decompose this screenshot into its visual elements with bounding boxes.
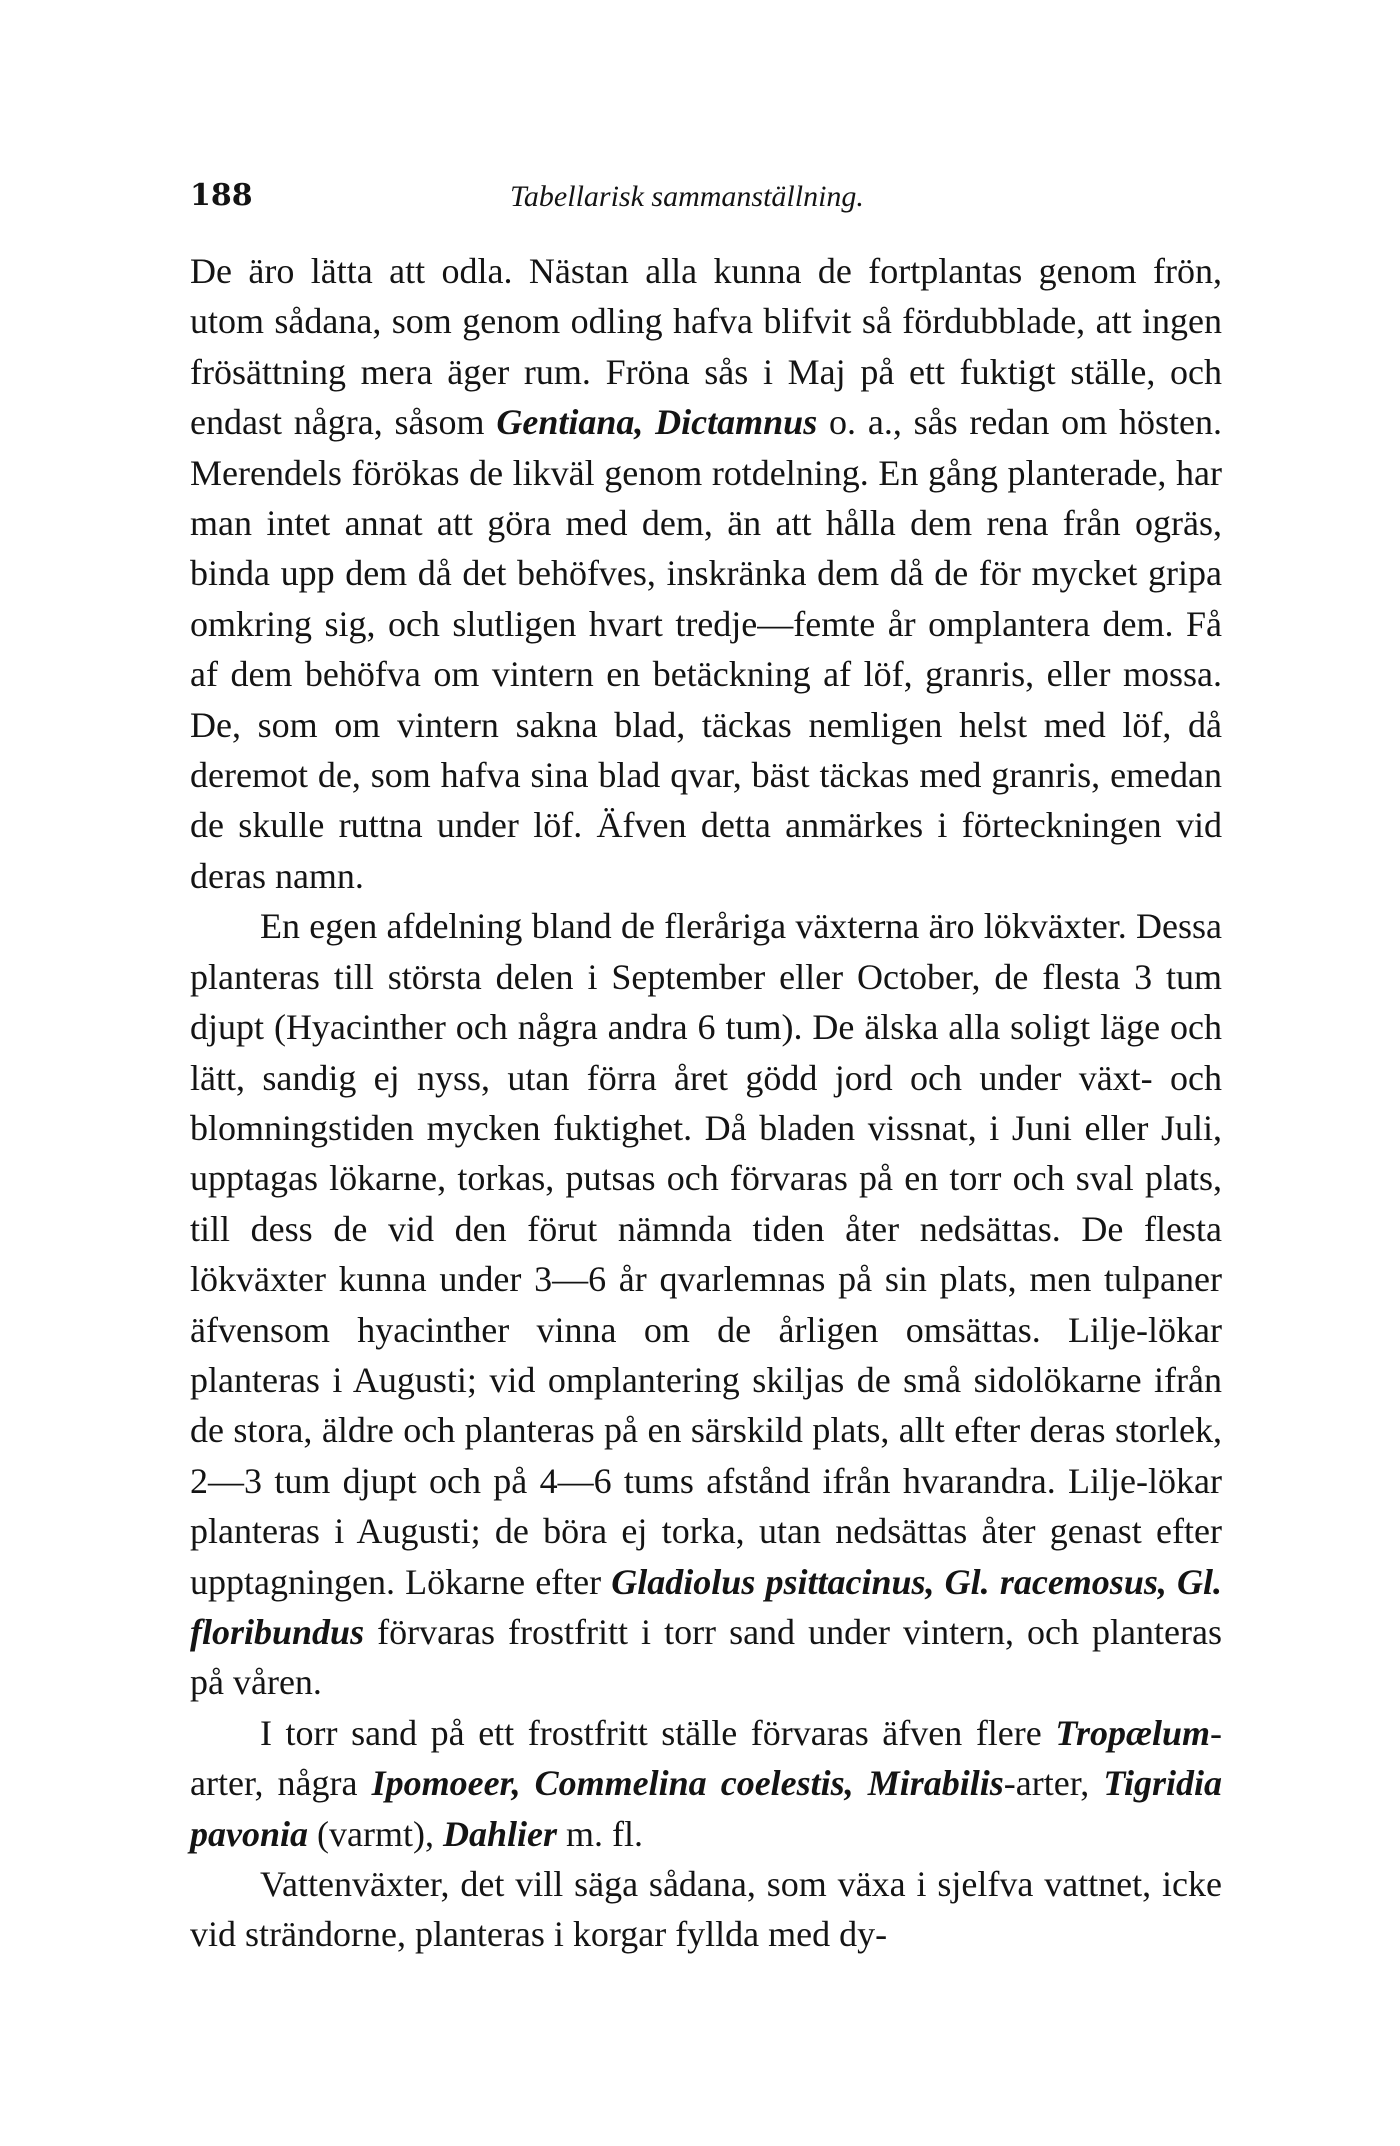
text-run: En egen afdelning bland de fleråriga växterna äro lökväxter. Dessa planteras till största delen i September eller October, de flesta 3 tum djupt (Hyacinther och några andra 6 tum). De älska alla soligt läge och lätt, sandig ej nyss, utan förra året gödd jord och under växt- och blomningstiden mycken fuktighet. Då bladen vissnat, i Juni eller Juli, upptagas lökarne, torkas, putsas och förvaras på en torr och sval plats, till dess de vid den förut nämnda tiden åter nedsättas. De flesta lökväxter kunna under 3—6 år qvarlemnas på sin plats, men tulpaner äfvensom hyacinther vinna om de årligen omsättas. Lilje-lökar planteras i Augusti; vid omplantering skiljas de små sidolökarne ifrån de stora, äldre och planteras på en särskild plats, allt efter deras storlek, 2—3 tum djupt och på 4—6 tums afstånd ifrån hvarandra. Lilje-lökar planteras i Augusti; de böra ej torka, utan nedsättas åter genast efter upptagningen. Lökarne efter [190,906,1222,1602]
latin-name: Tigridia pavonia [190,1763,1222,1854]
text-run: o. a., sås redan om hösten. Merendels förökas de likväl genom rotdelning. En gång planterade, har man intet annat att göra med dem, än att hålla dem rena från ogräs, binda upp dem då det behöfves, inskränka dem då de för mycket gripa omkring sig, och slutligen hvart tredje—femte år omplantera dem. Få af dem behöfva om vintern en betäckning af löf, granris, eller mossa. De, som om vintern sakna blad, täckas nemligen helst med löf, då deremot de, som hafva sina blad qvar, bäst täckas med granris, emedan de skulle ruttna under löf. Äfven detta anmärkes i förteckningen vid deras namn. [190,402,1222,896]
paragraph-bulbs [190,901,1222,1708]
paragraph-perennials [190,246,1222,901]
paragraph-frostfree-storage [190,1708,1222,1859]
latin-name: Gladiolus psittacinus, Gl. racemosus, Gl. floribundus [190,1561,1222,1652]
text-run: Vattenväxter, det vill säga sådana, som växa i sjelfva vattnet, icke vid strändorne, planteras i korgar fyllda med dy- [190,1864,1222,1955]
body-text [190,246,1222,1960]
text-run: förvaras frostfritt i torr sand under vintern, och planteras på våren. [190,1611,1222,1703]
book-page [190,170,1222,1960]
page-header [190,170,1222,218]
latin-name: Gentiana, Dictamnus [496,402,818,443]
paragraph-water-plants [190,1859,1222,1960]
running-title: Tabellarisk sammanställning. [510,180,864,213]
text-run: De äro lätta att odla. Nästan alla kunna de fortplantas genom frön, utom sådana, som genom odling hafva blifvit så fördubblade, att ingen frösättning mera äger rum. Fröna sås i Maj på ett fuktigt ställe, och endast några, såsom [190,251,1222,443]
latin-name: Dahlier [442,1813,557,1854]
page-number: 188 [190,178,253,213]
text-run: -arter, [1003,1763,1104,1804]
text-run: I torr sand på ett frostfritt ställe förvaras äfven flere [260,1712,1056,1753]
latin-name: Tropælum [1055,1712,1210,1753]
latin-name: Ipomoeer, Commelina coelestis, Mirabilis [371,1763,1004,1804]
text-run: m. fl. [556,1813,643,1854]
text-run: (varmt), [308,1813,443,1854]
text-run: -arter, några [190,1712,1222,1804]
